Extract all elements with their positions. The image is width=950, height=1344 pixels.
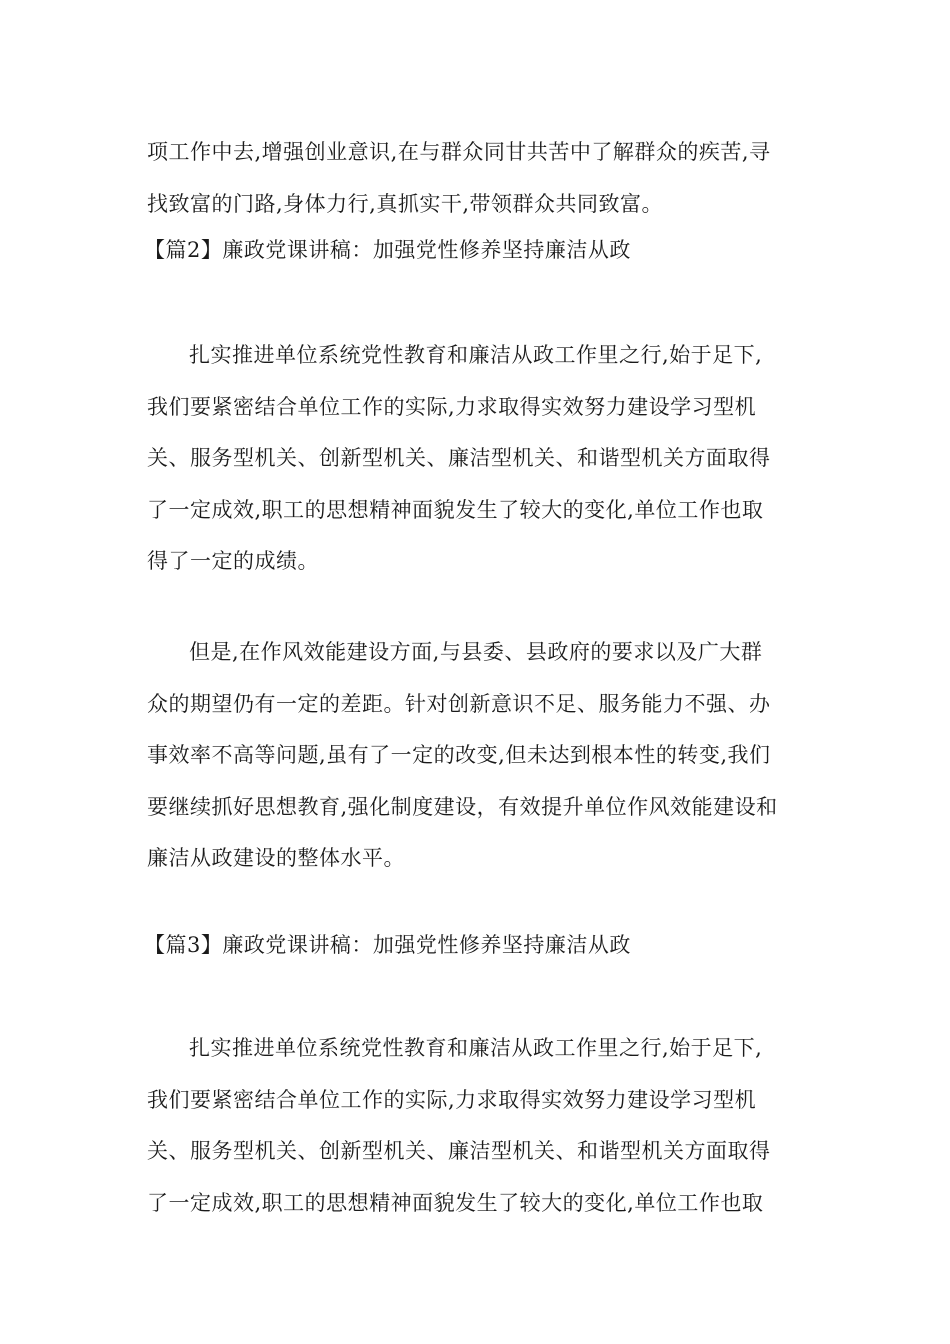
text-line: 了一定成效,职工的思想精神面貌发生了较大的变化,单位工作也取 — [147, 1190, 764, 1215]
text-line: 廉洁从政建设的整体水平。 — [147, 846, 405, 870]
text-line: 得了一定的成绩。 — [147, 549, 319, 573]
text-line: 关、服务型机关、创新型机关、廉洁型机关、和谐型机关方面取得 — [147, 446, 771, 470]
text-line: 但是,在作风效能建设方面,与县委、县政府的要求以及广大群 — [189, 640, 763, 664]
text-line: 要继续抓好思想教育,强化制度建设，有效提升单位作风效能建设和 — [147, 794, 778, 819]
section-heading-3: 【篇3】廉政党课讲稿：加强党性修养坚持廉洁从政 — [144, 933, 631, 957]
text-line: 扎实推进单位系统党性教育和廉洁从政工作里之行,始于足下, — [189, 343, 763, 367]
text-line: 众的期望仍有一定的差距。针对创新意识不足、服务能力不强、办 — [147, 691, 771, 716]
text-line: 项工作中去,增强创业意识,在与群众同甘共苦中了解群众的疾苦,寻 — [147, 140, 771, 164]
paragraph-continuation — [147, 127, 807, 230]
text-line: 关、服务型机关、创新型机关、廉洁型机关、和谐型机关方面取得 — [147, 1139, 771, 1163]
text-line: 找致富的门路,身体力行,真抓实干,带领群众共同致富。 — [147, 191, 664, 216]
text-line: 了一定成效,职工的思想精神面貌发生了较大的变化,单位工作也取 — [147, 497, 764, 522]
section-heading-2: 【篇2】廉政党课讲稿：加强党性修养坚持廉洁从政 — [144, 238, 631, 262]
paragraph-section-2-intro — [147, 330, 807, 588]
text-line: 我们要紧密结合单位工作的实际,力求取得实效努力建设学习型机 — [147, 394, 757, 419]
text-line: 扎实推进单位系统党性教育和廉洁从政工作里之行,始于足下, — [189, 1036, 763, 1060]
text-line: 事效率不高等问题,虽有了一定的改变,但未达到根本性的转变,我们 — [147, 743, 771, 767]
text-line: 我们要紧密结合单位工作的实际,力求取得实效努力建设学习型机 — [147, 1087, 757, 1112]
paragraph-section-2-body — [147, 627, 807, 885]
paragraph-section-3-intro — [147, 1023, 807, 1229]
